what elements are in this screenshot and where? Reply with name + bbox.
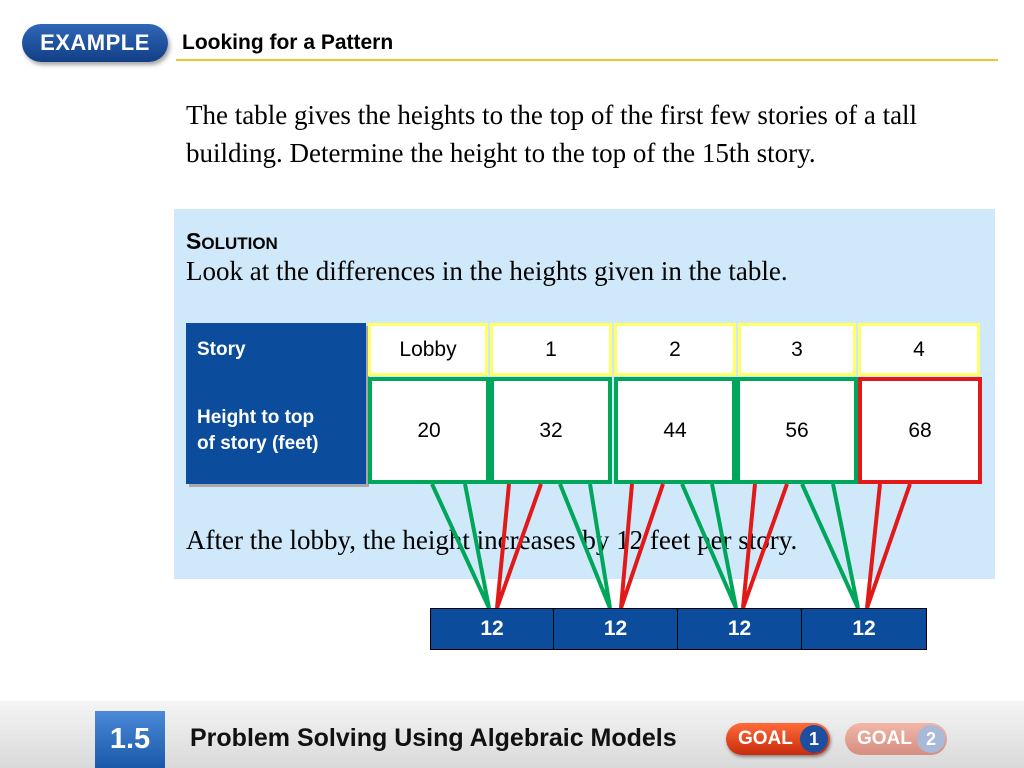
story-cell: Lobby [368, 323, 488, 376]
table-header-height-line1: Height to top [197, 407, 315, 428]
goal-1-label: GOAL [738, 728, 793, 749]
example-badge: EXAMPLE [22, 24, 168, 62]
green-callout-arrow [560, 484, 610, 608]
height-cell: 68 [858, 377, 982, 484]
green-callout-arrow [802, 484, 858, 608]
difference-cell: 12 [677, 608, 802, 650]
slide-title: Looking for a Pattern [182, 31, 394, 54]
green-callout-arrow [432, 484, 489, 608]
goal-1-button[interactable] [726, 723, 830, 755]
goal-1-number: 1 [800, 725, 828, 753]
goal-2-button[interactable] [845, 723, 947, 755]
red-callout-arrow [497, 484, 541, 608]
height-cell: 32 [490, 377, 612, 484]
red-callout-arrow [867, 484, 910, 608]
problem-text: The table gives the heights to the top of the first few stories of a tall building. Determine the height to the top of the 15th story. [186, 100, 918, 168]
solution-heading-rest: OLUTION [201, 234, 278, 253]
table-header-story-label: Story [197, 339, 246, 360]
chapter-title: Problem Solving Using Algebraic Models [190, 724, 677, 752]
red-callout-arrow [743, 484, 787, 608]
solution-conclusion: After the lobby, the height increases by 12 feet per story. [186, 525, 798, 555]
section-number: 1.5 [95, 711, 165, 768]
story-cell: 4 [858, 323, 980, 376]
green-callout-arrow [682, 484, 736, 608]
goal-2-label: GOAL [857, 728, 912, 749]
table-header-height-line2: of story (feet) [197, 433, 319, 454]
height-cell: 56 [736, 377, 858, 484]
red-callout-arrow [621, 484, 663, 608]
solution-instruction: Look at the differences in the heights given in the table. [186, 256, 788, 286]
solution-heading-initial: S [186, 228, 202, 254]
story-cell: 1 [490, 323, 612, 376]
difference-cell: 12 [430, 608, 554, 650]
story-cell: 2 [614, 323, 736, 376]
difference-cell: 12 [801, 608, 927, 650]
goal-2-number: 2 [917, 725, 945, 753]
height-cell: 20 [368, 377, 490, 484]
story-cell: 3 [738, 323, 856, 376]
height-cell: 44 [614, 377, 736, 484]
difference-cell: 12 [553, 608, 678, 650]
